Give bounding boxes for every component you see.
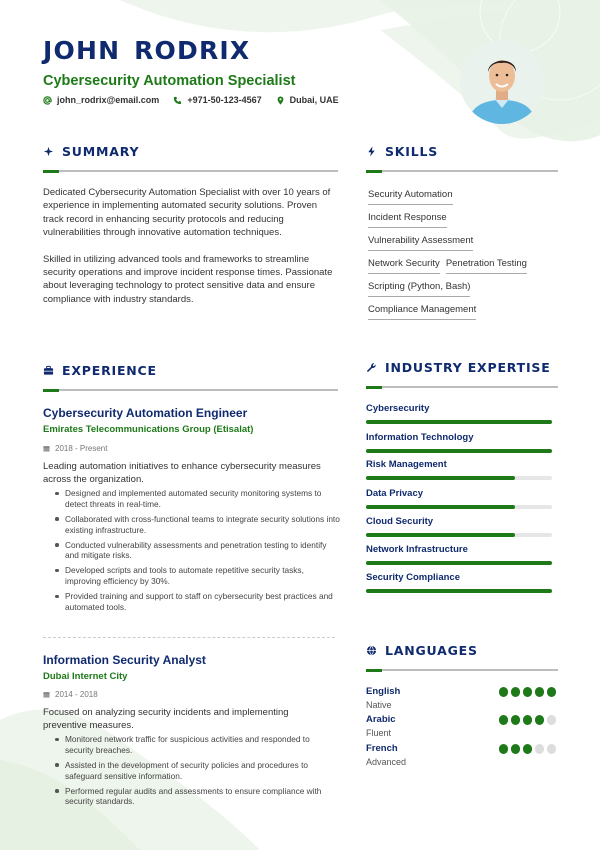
expertise-label: Cybersecurity: [366, 403, 430, 414]
rating-dot: [535, 687, 545, 697]
expertise-label: Security Compliance: [366, 572, 460, 583]
skill-tag: Incident Response: [368, 211, 447, 228]
rating-dot: [535, 744, 545, 754]
expertise-item: [366, 544, 552, 565]
phone-icon: [173, 96, 182, 105]
expertise-item: [366, 516, 552, 537]
language-level: Native: [366, 700, 392, 710]
summary-text: [43, 186, 333, 306]
rating-dot: [511, 715, 521, 725]
calendar-icon: [43, 445, 50, 452]
job-date: [43, 444, 107, 453]
language-rating: [499, 744, 557, 754]
language-level: Fluent: [366, 728, 392, 738]
expertise-bar: [366, 533, 552, 537]
summary-title: SUMMARY: [62, 144, 140, 159]
job-bullet: Assisted in the development of security policies and procedures to safeguard sensitive information.: [55, 760, 340, 782]
section-divider: [366, 170, 558, 172]
summary-section-header: [43, 144, 338, 172]
rating-dot: [523, 687, 533, 697]
avatar-illustration: [460, 40, 544, 124]
expertise-label: Risk Management: [366, 459, 447, 470]
language-item: [366, 743, 556, 767]
skill-tag: Vulnerability Assessment: [368, 234, 473, 251]
section-divider: [366, 669, 558, 671]
job-bullet: Performed regular audits and assessments to ensure compliance with security standards.: [55, 786, 340, 808]
expertise-label: Information Technology: [366, 432, 474, 443]
skills-section-header: [366, 144, 558, 172]
job-description: Leading automation initiatives to enhance cybersecurity measures across the organization.: [43, 461, 321, 485]
job-bullet: Designed and implemented automated security monitoring systems to detect threats in real-time.: [55, 488, 340, 510]
section-divider: [43, 389, 338, 391]
job-divider: [43, 637, 335, 638]
section-divider: [43, 170, 338, 172]
job-date-text: 2018 - Present: [55, 444, 108, 453]
expertise-bar: [366, 476, 552, 480]
rating-dot: [499, 744, 509, 754]
skill-tag: Scripting (Python, Bash): [368, 280, 470, 297]
expertise-item: [366, 403, 552, 424]
rating-dot: [511, 687, 521, 697]
expertise-section-header: [366, 360, 558, 388]
expertise-bar: [366, 449, 552, 453]
expertise-item: [366, 572, 552, 593]
languages-title: LANGUAGES: [385, 643, 478, 658]
expertise-bar: [366, 589, 552, 593]
job-bullet: Developed scripts and tools to automate repetitive security tasks, improving efficiency by 30%.: [55, 565, 340, 587]
wrench-icon: [366, 362, 377, 373]
skill-tag: Penetration Testing: [446, 257, 527, 274]
job-role: Cybersecurity Automation Engineer: [43, 406, 248, 420]
location-pin-icon: [276, 96, 285, 105]
job-date: [43, 690, 98, 699]
summary-paragraph: Dedicated Cybersecurity Automation Specialist with over 10 years of experience in implementing automated security solutions. Proven track record in enhancing security protocols and reducing vulnerabilities through innovative automation techniques.: [43, 187, 331, 239]
expertise-item: [366, 488, 552, 509]
job-bullet: Provided training and support to staff on cybersecurity best practices and automated tools.: [55, 591, 340, 613]
contact-email[interactable]: [43, 95, 159, 105]
experience-section-header: [43, 363, 338, 391]
job-bullets: [55, 734, 340, 811]
contact-phone[interactable]: [173, 95, 261, 105]
job-company: Emirates Telecommunications Group (Etisalat): [43, 424, 254, 435]
language-rating: [499, 715, 557, 725]
languages-section-header: [366, 643, 558, 671]
at-icon: [43, 96, 52, 105]
expertise-bar: [366, 420, 552, 424]
skills-list: [368, 188, 558, 320]
language-name: English: [366, 686, 401, 697]
job-company: Dubai Internet City: [43, 671, 128, 682]
language-item: [366, 714, 556, 738]
phone-text: +971-50-123-4567: [187, 95, 262, 105]
expertise-bar: [366, 561, 552, 565]
globe-icon: [366, 645, 377, 656]
section-divider: [366, 386, 558, 388]
sparkle-icon: [43, 146, 54, 157]
expertise-item: [366, 459, 552, 480]
email-text: john_rodrix@email.com: [57, 95, 160, 105]
contact-row: [43, 95, 339, 105]
language-item: [366, 686, 556, 710]
job-bullet: Monitored network traffic for suspicious activities and responded to security breaches.: [55, 734, 340, 756]
job-bullet: Collaborated with cross-functional teams to integrate security solutions into existing infrastructure.: [55, 514, 340, 536]
expertise-label: Data Privacy: [366, 488, 424, 499]
skill-tag: Compliance Management: [368, 303, 476, 320]
rating-dot: [547, 715, 557, 725]
rating-dot: [547, 744, 557, 754]
expertise-label: Network Infrastructure: [366, 544, 468, 555]
rating-dot: [535, 715, 545, 725]
rating-dot: [547, 687, 557, 697]
profile-photo: [460, 40, 544, 124]
expertise-item: [366, 432, 552, 453]
job-bullets: [55, 488, 340, 617]
job-bullet: Conducted vulnerability assessments and penetration testing to identify and mitigate risks.: [55, 540, 340, 562]
job-role: Information Security Analyst: [43, 653, 206, 667]
candidate-name: JOHN RODRIX: [43, 36, 251, 65]
contact-location: [276, 95, 339, 105]
language-name: French: [366, 743, 398, 754]
skill-tag: Security Automation: [368, 188, 453, 205]
expertise-title: INDUSTRY EXPERTISE: [385, 360, 551, 375]
language-name: Arabic: [366, 714, 396, 725]
expertise-bar: [366, 505, 552, 509]
language-level: Advanced: [366, 757, 407, 767]
skills-title: SKILLS: [385, 144, 439, 159]
candidate-title: Cybersecurity Automation Specialist: [43, 73, 296, 89]
calendar-icon: [43, 691, 50, 698]
job-date-text: 2014 - 2018: [55, 690, 98, 699]
location-text: Dubai, UAE: [289, 95, 339, 105]
skill-tag: Network Security: [368, 257, 440, 274]
expertise-label: Cloud Security: [366, 516, 434, 527]
briefcase-icon: [43, 365, 54, 376]
job-description: Focused on analyzing security incidents and implementing preventive measures.: [43, 707, 289, 731]
rating-dot: [499, 715, 509, 725]
summary-paragraph: Skilled in utilizing advanced tools and frameworks to streamline security operations and improve incident response times. Passionate about leveraging technology to protect sensitive data and ensure compliance with industry standards.: [43, 253, 333, 305]
rating-dot: [523, 744, 533, 754]
experience-title: EXPERIENCE: [62, 363, 157, 378]
rating-dot: [523, 715, 533, 725]
rating-dot: [499, 687, 509, 697]
rating-dot: [511, 744, 521, 754]
lightning-icon: [366, 146, 377, 157]
language-rating: [499, 687, 557, 697]
